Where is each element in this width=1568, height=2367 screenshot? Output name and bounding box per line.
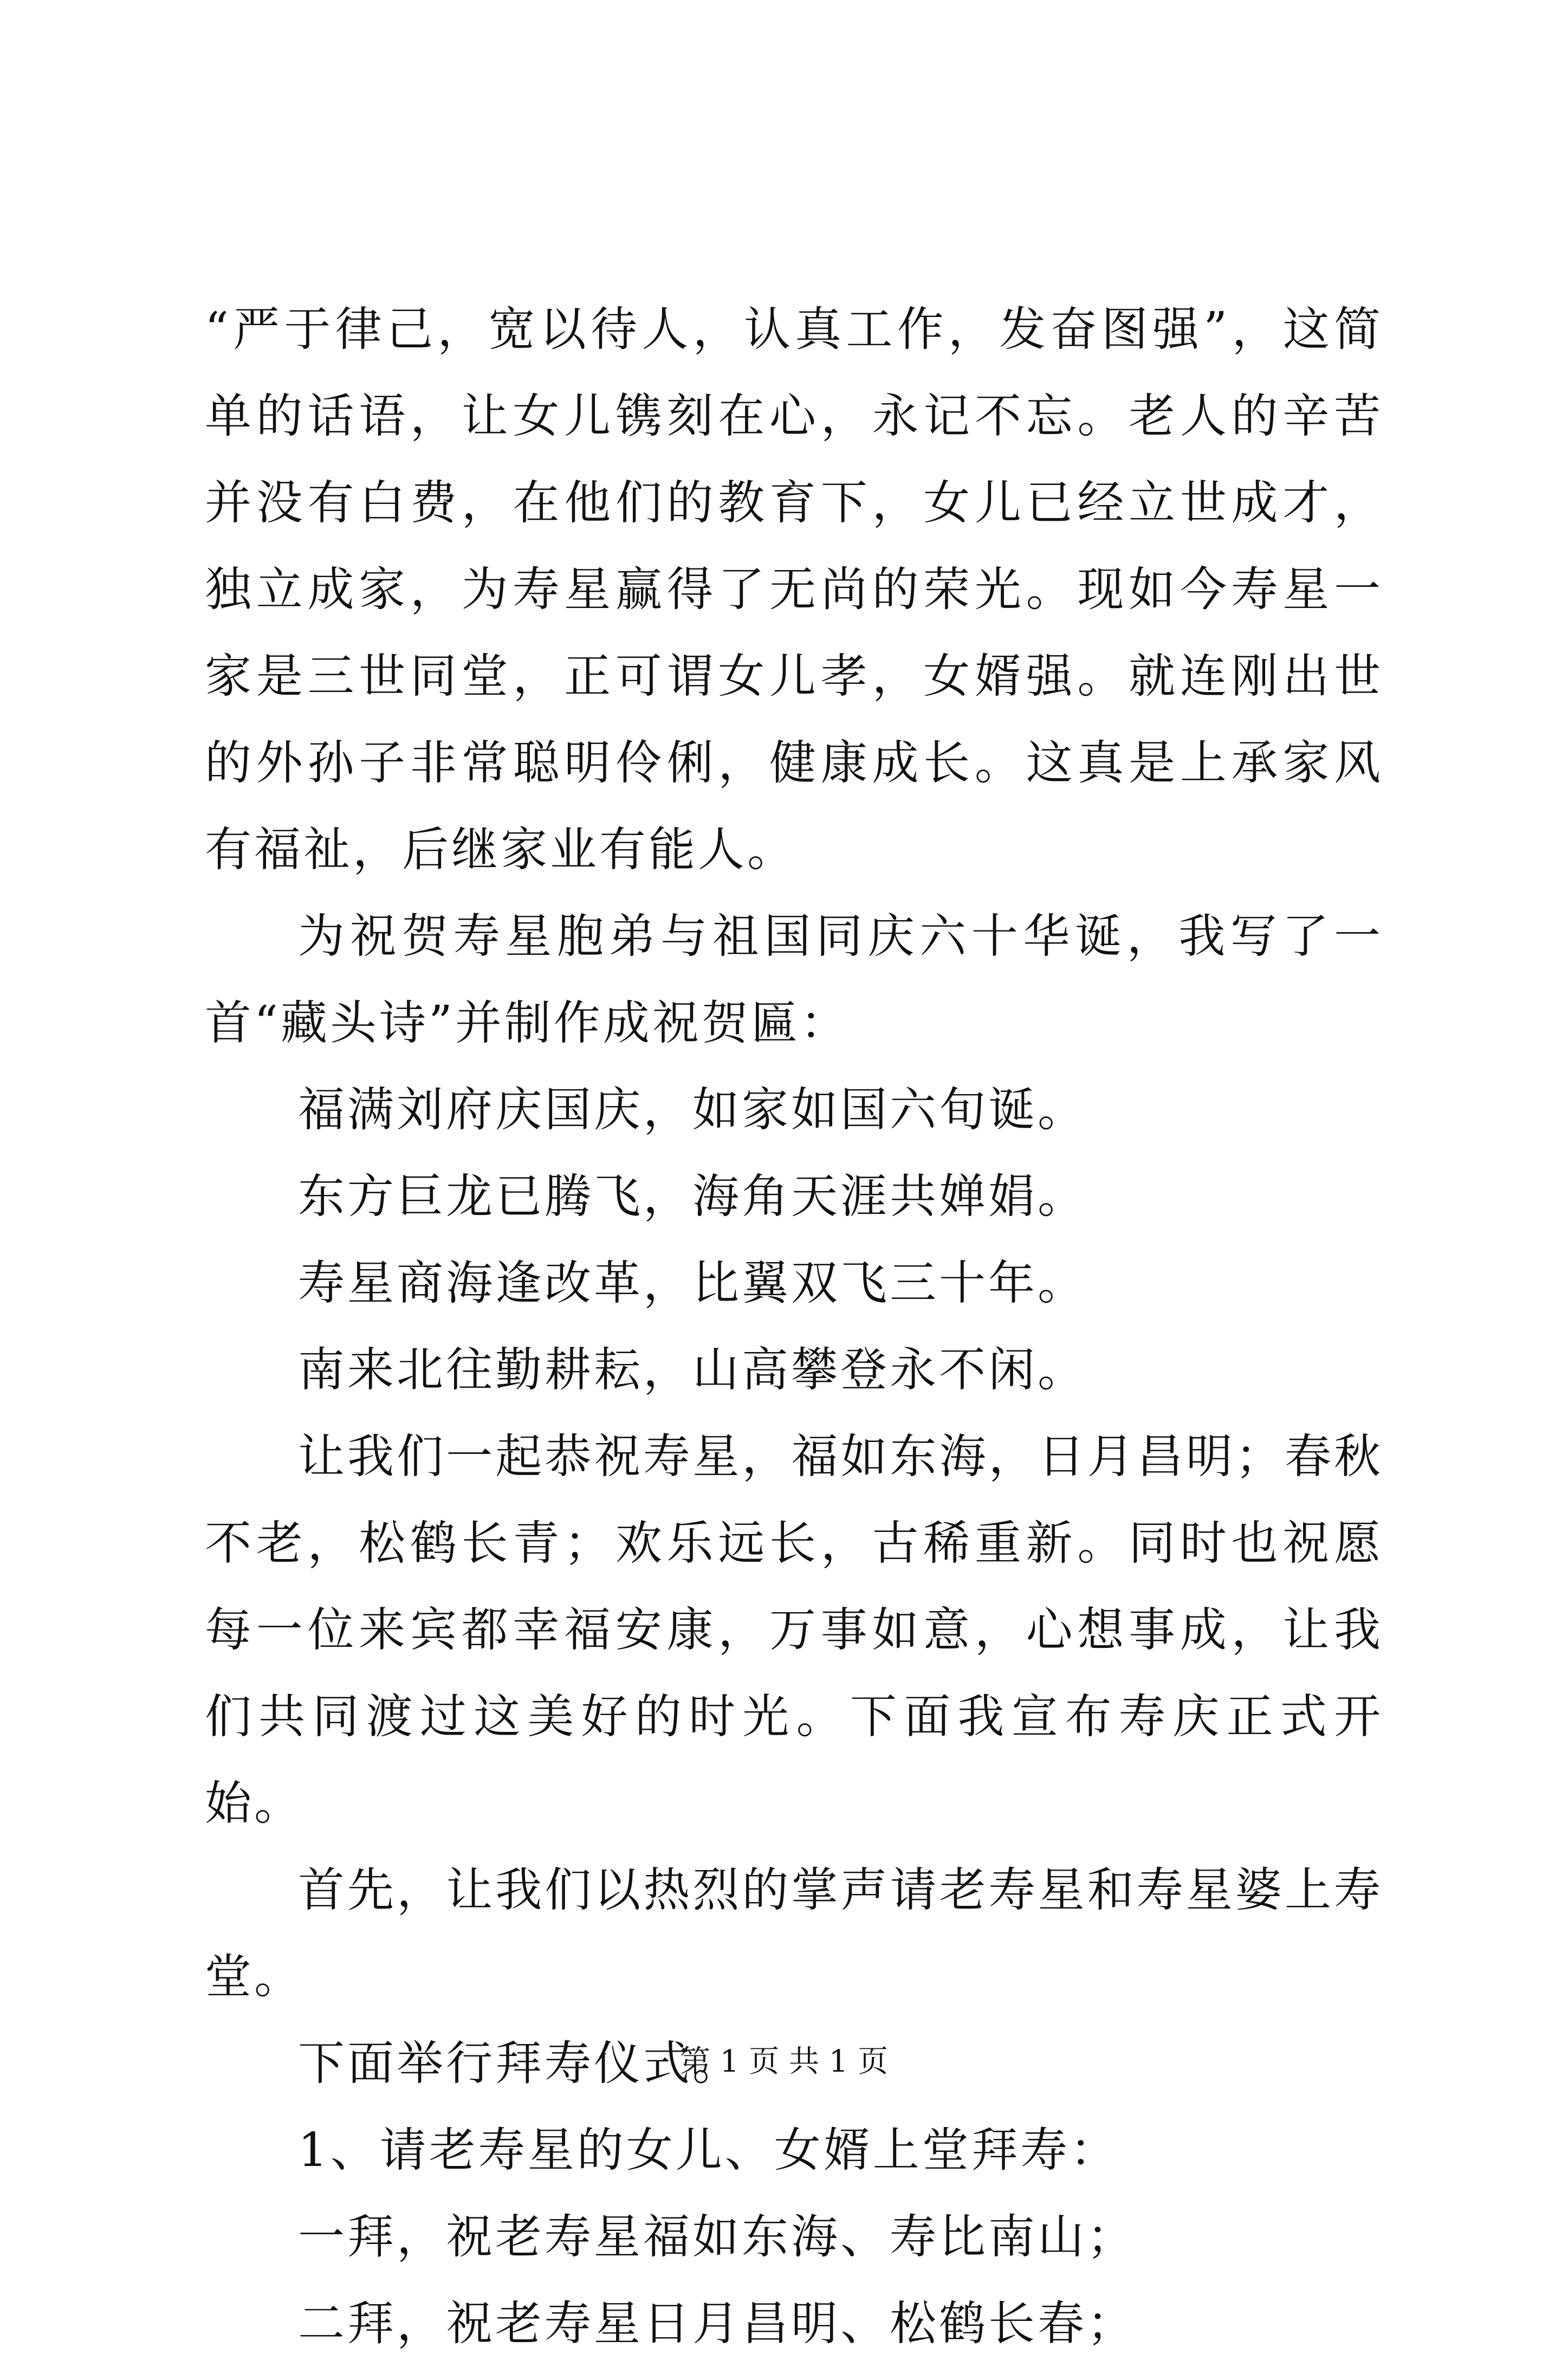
poem-line-1: 福满刘府庆国庆，如家如国六旬诞。 — [298, 1083, 1087, 1137]
paragraph-blessing: 让我们一起恭祝寿星，福如东海，日月昌明；春秋不老，松鹤长青；欢乐远长，古稀重新。同时也祝愿每一位来宾都幸福安康，万事如意，心想事成，让我们共同渡过这美好的时光。下面我宣布寿庆正式开始。 — [205, 1430, 1383, 1831]
paragraph-opening: “严于律己，宽以待人，认真工作，发奋图强”，这简单的话语，让女儿镌刻在心，永记不忘。老人的辛苦并没有白费，在他们的教育下，女儿已经立世成才，独立成家，为寿星赢得了无尚的荣光。现如今寿星一家是三世同堂，正可谓女儿孝，女婿强。就连刚出世的外孙子非常聪明伶俐，健康成长。这真是上承家风有福祉，后继家业有能人。 — [205, 302, 1383, 877]
paragraph-step-1: 1、请老寿星的女儿、女婿上堂拜寿： — [298, 2123, 1119, 2177]
paragraph-ceremony: 下面举行拜寿仪式。 — [298, 2036, 742, 2091]
paragraph-welcome: 首先，让我们以热烈的掌声请老寿星和寿星婆上寿堂。 — [205, 1863, 1383, 2004]
paragraph-bow-1: 一拜，祝老寿星福如东海、寿比南山； — [298, 2210, 1136, 2264]
page-footer: 第 1 页 共 1 页 — [679, 2044, 889, 2079]
paragraph-poem-intro: 为祝贺寿星胞弟与祖国同庆六十华诞，我写了一首“藏头诗”并制作成祝贺匾： — [205, 909, 1383, 1050]
paragraph-bow-2: 二拜，祝老寿星日月昌明、松鹤长春； — [298, 2297, 1136, 2351]
poem-line-3: 寿星商海逢改革，比翼双飞三十年。 — [298, 1256, 1087, 1310]
poem-line-2: 东方巨龙已腾飞，海角天涯共婵娟。 — [298, 1169, 1087, 1224]
poem-line-4: 南来北往勤耕耘，山高攀登永不闲。 — [298, 1343, 1087, 1397]
